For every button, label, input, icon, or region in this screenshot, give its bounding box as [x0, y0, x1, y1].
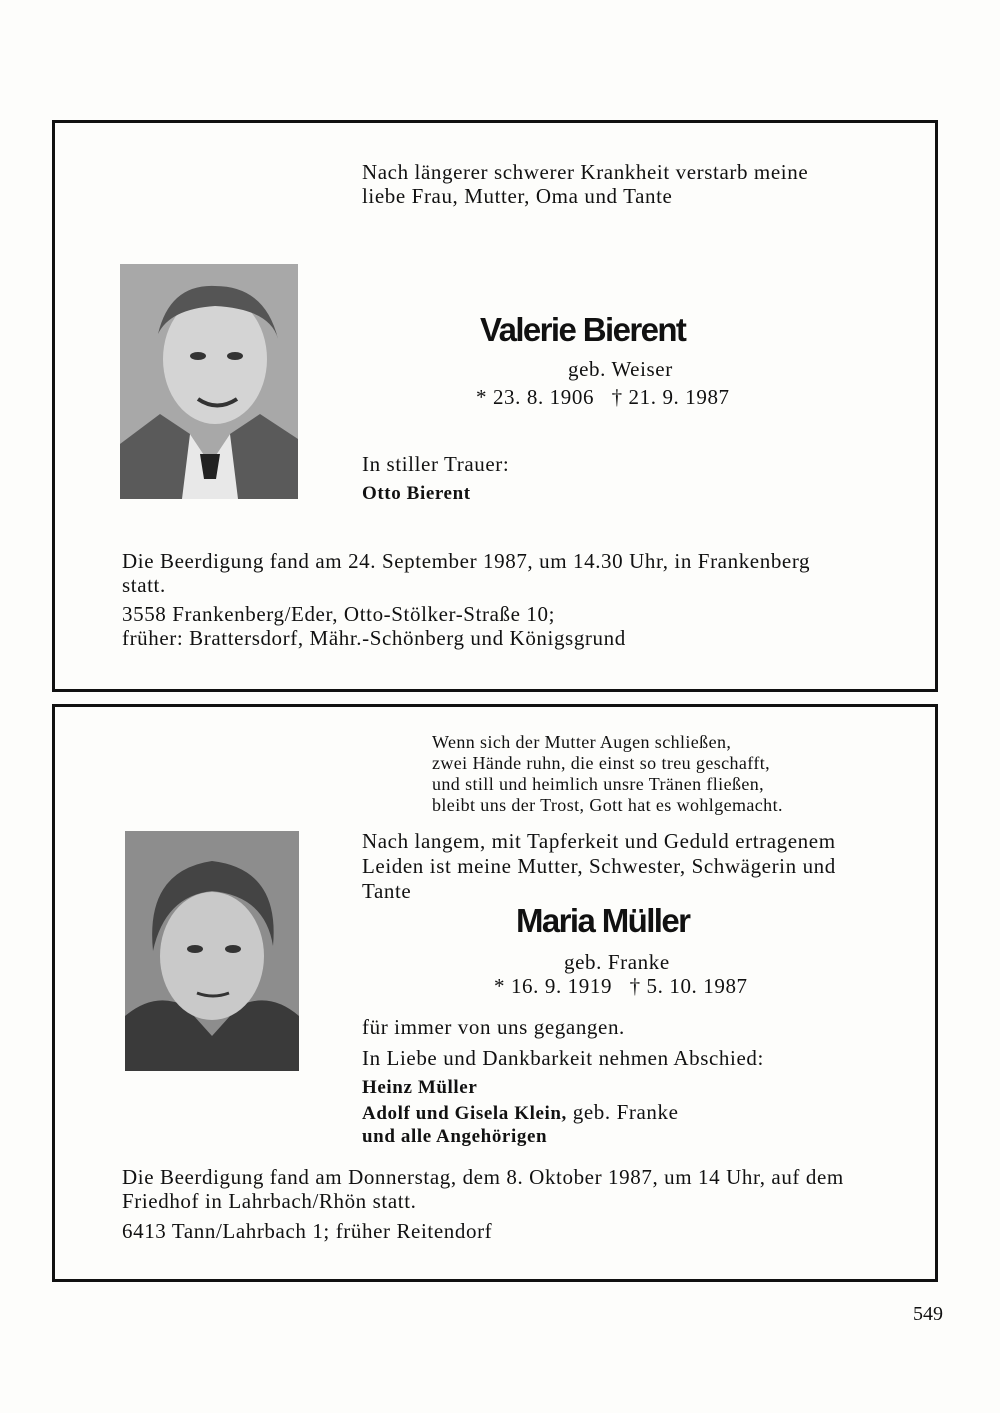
- notice2-intro-line1: Nach langem, mit Tapferkeit und Geduld ertragenem: [362, 829, 836, 853]
- notice2-intro-line2: Leiden ist meine Mutter, Schwester, Schwägerin und: [362, 854, 836, 878]
- notice2-mourner2: [362, 1100, 679, 1126]
- page-number: 549: [913, 1303, 943, 1325]
- notice2-poem-line3: und still und heimlich unsre Tränen fließen,: [432, 774, 765, 794]
- notice2-funeral-line1: Die Beerdigung fand am Donnerstag, dem 8. Oktober 1987, um 14 Uhr, auf dem: [122, 1165, 844, 1189]
- notice2-poem-line1: Wenn sich der Mutter Augen schließen,: [432, 732, 732, 752]
- notice1-mourner: Otto Bierent: [362, 483, 471, 504]
- notice2-mourner1: Heinz Müller: [362, 1077, 478, 1098]
- notice2-address: 6413 Tann/Lahrbach 1; früher Reitendorf: [122, 1219, 493, 1243]
- notice2-mourner2-names: Adolf und Gisela Klein,: [362, 1103, 567, 1124]
- notice1-mourning-label: In stiller Trauer:: [362, 452, 510, 476]
- notice1-intro-line2: liebe Frau, Mutter, Oma und Tante: [362, 184, 673, 208]
- notice1-address-line1: 3558 Frankenberg/Eder, Otto-Stölker-Straße 10;: [122, 602, 556, 626]
- notice1-birth-name: geb. Weiser: [568, 357, 673, 381]
- notice2-poem-line4: bleibt uns der Trost, Gott hat es wohlgemacht.: [432, 795, 783, 815]
- notice2-passed-text: für immer von uns gegangen.: [362, 1015, 625, 1039]
- notice2-deceased-name: Maria Müller: [516, 902, 690, 939]
- notice2-farewell-text: In Liebe und Dankbarkeit nehmen Abschied:: [362, 1046, 764, 1070]
- notice2-intro-line3: Tante: [362, 879, 412, 903]
- notice2-poem-line2: zwei Hände ruhn, die einst so treu geschafft,: [432, 753, 771, 773]
- notice2-mourner2-suffix: geb. Franke: [566, 1100, 679, 1124]
- portrait-photo-maria: [125, 831, 299, 1071]
- notice1-life-dates: * 23. 8. 1906 † 21. 9. 1987: [476, 385, 730, 409]
- notice1-address-line2: früher: Brattersdorf, Mähr.-Schönberg und Königsgrund: [122, 626, 626, 650]
- notice2-funeral-line2: Friedhof in Lahrbach/Rhön statt.: [122, 1189, 417, 1213]
- notice2-mourner3: und alle Angehörigen: [362, 1126, 548, 1147]
- notice1-intro-line1: Nach längerer schwerer Krankheit verstarb meine: [362, 160, 809, 184]
- notice1-deceased-name: Valerie Bierent: [480, 311, 686, 348]
- notice2-birth-name: geb. Franke: [564, 950, 670, 974]
- notice1-funeral-line1: Die Beerdigung fand am 24. September 1987, um 14.30 Uhr, in Frankenberg: [122, 549, 811, 573]
- notice1-funeral-line2: statt.: [122, 573, 166, 597]
- portrait-photo-valerie: [120, 264, 298, 499]
- notice2-life-dates: * 16. 9. 1919 † 5. 10. 1987: [494, 974, 748, 998]
